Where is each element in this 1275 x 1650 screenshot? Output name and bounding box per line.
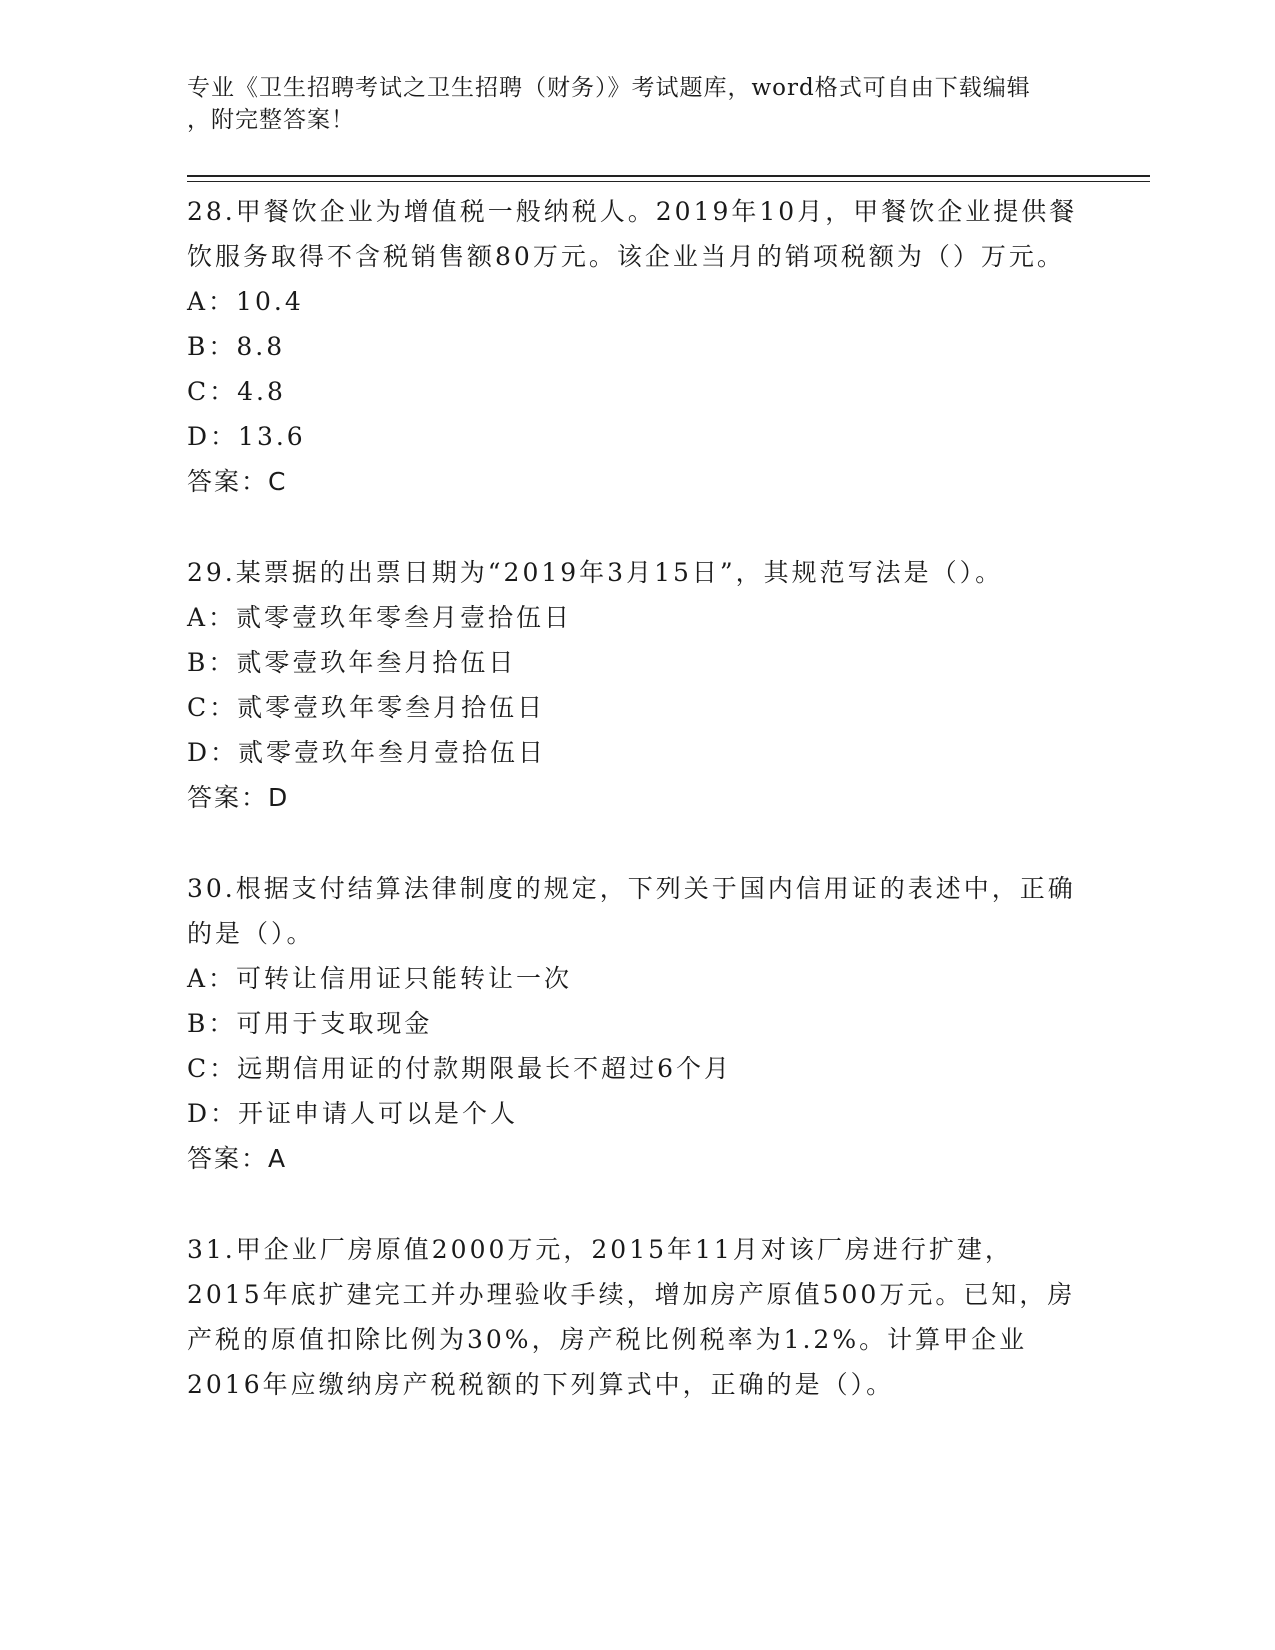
question-stem: 31.甲企业厂房原值2000万元，2015年11月对该厂房进行扩建，2015年底扩建完工并办理验收手续，增加房产原值500万元。已知，房产税的原值扣除比例为30%，房产税比例税率为1.2%。计算甲企业2016年应缴纳房产税税额的下列算式中，正确的是（）。 [187, 1235, 1076, 1399]
option-d: D：开证申请人可以是个人 [187, 1099, 519, 1128]
option-c: C：贰零壹玖年零叁月拾伍日 [187, 693, 546, 722]
question-list [187, 189, 1082, 1453]
option-a: A：10.4 [187, 287, 304, 316]
header-divider-thin [187, 181, 1150, 182]
option-a: A：可转让信用证只能转让一次 [187, 964, 573, 993]
option-d: D：13.6 [187, 422, 306, 451]
answer: 答案：C [187, 467, 288, 496]
answer: 答案：A [187, 1144, 288, 1173]
answer: 答案：D [187, 783, 290, 812]
option-a: A：贰零壹玖年零叁月壹拾伍日 [187, 603, 573, 632]
option-d: D：贰零壹玖年叁月壹拾伍日 [187, 738, 547, 767]
option-c: C：远期信用证的付款期限最长不超过6个月 [187, 1054, 733, 1083]
question-28 [187, 189, 1082, 504]
question-31 [187, 1227, 1082, 1407]
option-b: B：可用于支取现金 [187, 1009, 433, 1038]
document-header: 专业《卫生招聘考试之卫生招聘（财务）》考试题库，word格式可自由下载编辑 ，附完整答案！ [187, 75, 1031, 133]
question-30 [187, 866, 1082, 1181]
option-b: B：贰零壹玖年叁月拾伍日 [187, 648, 517, 677]
question-29 [187, 550, 1082, 820]
question-stem: 29.某票据的出票日期为“2019年3月15日”，其规范写法是（）。 [187, 558, 1004, 587]
question-stem: 28.甲餐饮企业为增值税一般纳税人。2019年10月，甲餐饮企业提供餐饮服务取得不含税销售额80万元。该企业当月的销项税额为（）万元。 [187, 197, 1078, 271]
header-divider-thick [187, 175, 1150, 177]
option-c: C：4.8 [187, 377, 286, 406]
question-stem: 30.根据支付结算法律制度的规定，下列关于国内信用证的表述中，正确的是（）。 [187, 874, 1076, 948]
option-b: B：8.8 [187, 332, 286, 361]
